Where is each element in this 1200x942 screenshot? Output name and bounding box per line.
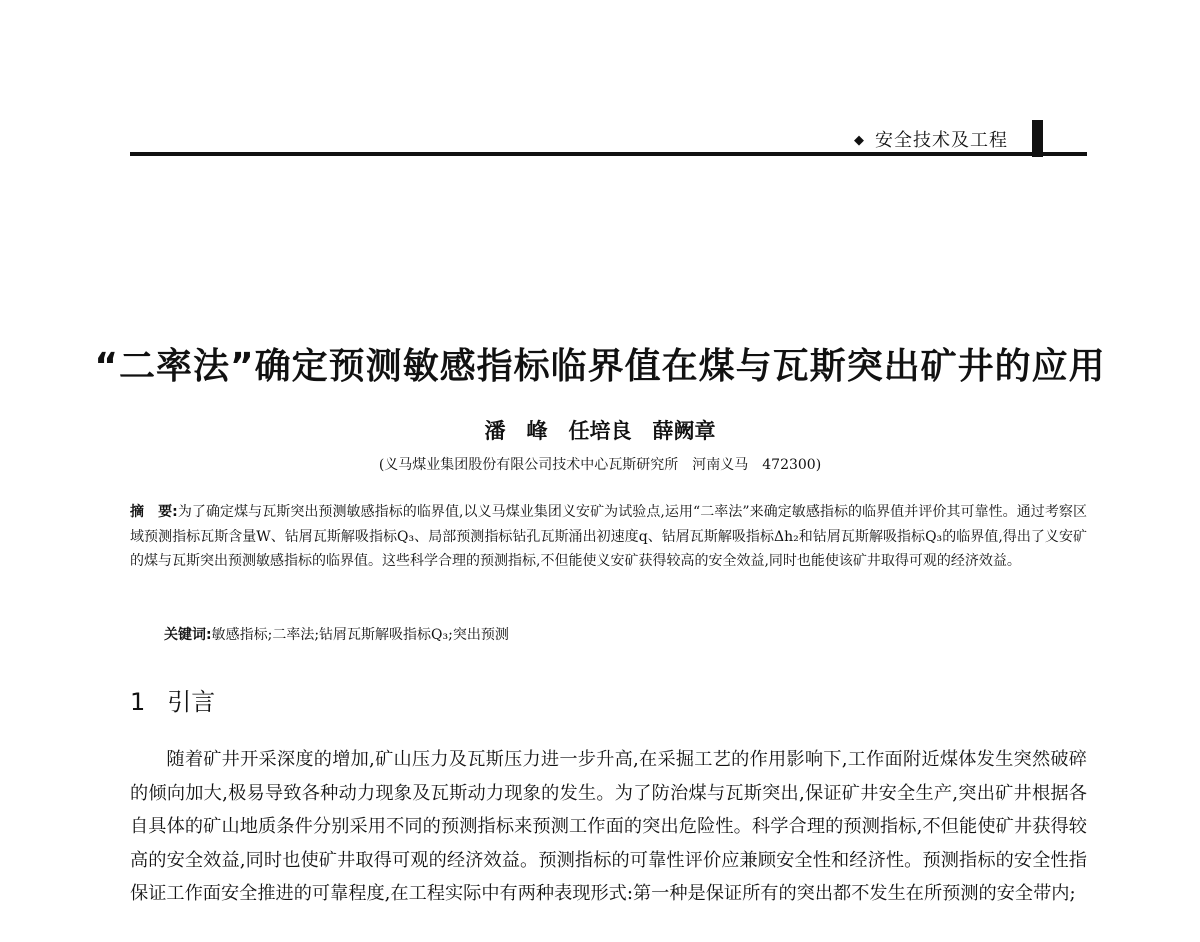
header-section-title: 安全技术及工程 xyxy=(875,130,1008,151)
diamond-icon: ◆ xyxy=(854,133,865,148)
header-rule xyxy=(130,152,1087,156)
section-heading xyxy=(130,682,215,717)
authors: 潘 峰 任培良 薛阙章 xyxy=(484,419,716,443)
body-text xyxy=(130,743,1087,911)
keywords-text: 敏感指标;二率法;钻屑瓦斯解吸指标Q₃;突出预测 xyxy=(211,627,509,643)
keywords xyxy=(164,624,509,644)
affiliation: (义马煤业集团股份有限公司技术中心瓦斯研究所 河南义马 472300) xyxy=(378,457,822,473)
paragraph: 随着矿井开采深度的增加,矿山压力及瓦斯压力进一步升高,在采掘工艺的作用影响下,工作面附近煤体发生突然破碎的倾向加大,极易导致各种动力现象及瓦斯动力现象的发生。为了防治煤与瓦斯突出,保证矿井安全生产,突出矿井根据各自具体的矿山地质条件分别采用不同的预测指标来预测工作面的突出危险性。科学合理的预测指标,不但能使矿井获得较高的安全效益,同时也使矿井取得可观的经济效益。预测指标的可靠性评价应兼顾安全性和经济性。预测指标的安全性指保证工作面安全推进的可靠程度,在工程实际中有两种表现形式:第一种是保证所有的突出都不发生在所预测的安全带内; xyxy=(130,749,1087,904)
abstract-text: 为了确定煤与瓦斯突出预测敏感指标的临界值,以义马煤业集团义安矿为试验点,运用“二率法”来确定敏感指标的临界值并评价其可靠性。通过考察区域预测指标瓦斯含量W、钻屑瓦斯解吸指标Q₃、局部预测指标钻孔瓦斯涌出初速度q、钻屑瓦斯解吸指标Δh₂和钻屑瓦斯解吸指标Q₃的临界值,得出了义安矿的煤与瓦斯突出预测敏感指标的临界值。这些科学合理的预测指标,不但能使义安矿获得较高的安全效益,同时也能使该矿井取得可观的经济效益。 xyxy=(130,504,1087,569)
running-header xyxy=(854,126,1008,152)
abstract-label: 摘 要: xyxy=(130,504,178,520)
paper-title: “二率法”确定预测敏感指标临界值在煤与瓦斯突出矿井的应用 xyxy=(94,346,1106,387)
keywords-label: 关键词: xyxy=(164,627,212,643)
section-number: 1 xyxy=(130,688,146,716)
section-title: 引言 xyxy=(167,688,216,716)
abstract xyxy=(130,500,1087,574)
